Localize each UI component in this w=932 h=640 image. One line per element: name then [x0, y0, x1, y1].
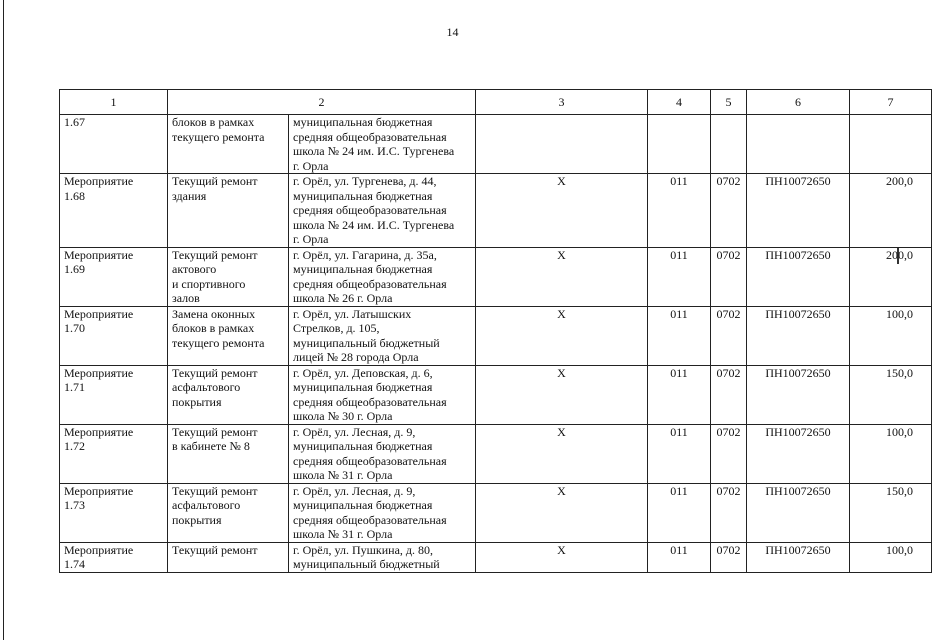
cell-address — [289, 424, 476, 483]
cell-line: 1.71 — [64, 380, 85, 394]
cell-col3: X — [476, 483, 648, 542]
cell-amount: 200,0 — [850, 247, 932, 306]
cell-address — [289, 174, 476, 248]
cell-col5: 0702 — [711, 306, 747, 365]
cell-line: 1.72 — [64, 439, 85, 453]
column-header-6: 6 — [747, 90, 850, 115]
cell-activity — [60, 365, 168, 424]
cell-col3: X — [476, 542, 648, 572]
cell-line: средняя общеобразовательная — [293, 394, 447, 409]
column-header-2: 2 — [168, 90, 476, 115]
cell-line: Текущий ремонт — [172, 247, 258, 262]
cell-col3: X — [476, 174, 648, 248]
cell-line: Текущий ремонт — [172, 483, 258, 498]
cell-col4 — [648, 115, 711, 174]
cell-line: текущего ремонта — [172, 129, 265, 144]
cell-col6 — [747, 115, 850, 174]
column-header-4: 4 — [648, 90, 711, 115]
cell-line: г. Орла — [293, 158, 329, 173]
cell-col5: 0702 — [711, 542, 747, 572]
column-header-7: 7 — [850, 90, 932, 115]
table-row — [60, 247, 932, 306]
cell-col6: ПН10072650 — [747, 174, 850, 248]
cell-description — [168, 483, 289, 542]
cell-col3: X — [476, 365, 648, 424]
cell-col5: 0702 — [711, 365, 747, 424]
cell-activity — [60, 483, 168, 542]
table-row — [60, 424, 932, 483]
cell-line: Мероприятие — [64, 306, 134, 321]
cell-description — [168, 365, 289, 424]
cell-line: блоков в рамках — [172, 115, 255, 129]
cell-line: 1.69 — [64, 262, 85, 276]
table-row — [60, 306, 932, 365]
cell-line: Мероприятие — [64, 365, 134, 380]
cell-line: Мероприятие — [64, 424, 134, 439]
cell-line: г. Орёл, ул. Гагарина, д. 35а, — [293, 247, 437, 262]
cell-line: г. Орёл, ул. Деповская, д. 6, — [293, 365, 433, 380]
cell-line: Текущий ремонт — [172, 365, 258, 380]
table-row — [60, 365, 932, 424]
cell-line: залов — [172, 291, 200, 305]
cell-activity — [60, 115, 168, 174]
cell-line: текущего ремонта — [172, 335, 265, 350]
cell-col4: 011 — [648, 306, 711, 365]
cell-col6: ПН10072650 — [747, 306, 850, 365]
cell-line: 1.68 — [64, 188, 85, 203]
budget-table — [59, 89, 932, 573]
cell-col5: 0702 — [711, 424, 747, 483]
cell-line: Замена оконных — [172, 306, 256, 321]
cell-line: муниципальная бюджетная — [293, 498, 433, 512]
cell-line: здания — [172, 188, 207, 203]
page-left-edge — [3, 0, 4, 640]
table-row — [60, 483, 932, 542]
cell-line: средняя общеобразовательная — [293, 203, 447, 217]
cell-activity — [60, 542, 168, 572]
cell-col3: X — [476, 306, 648, 365]
cell-line: и спортивного — [172, 276, 246, 291]
cell-col3 — [476, 115, 648, 174]
table-row — [60, 174, 932, 248]
cell-amount: 150,0 — [850, 483, 932, 542]
cell-line: муниципальный бюджетный — [293, 557, 440, 571]
cell-activity — [60, 424, 168, 483]
cell-col5: 0702 — [711, 483, 747, 542]
cell-col6: ПН10072650 — [747, 365, 850, 424]
cell-activity — [60, 306, 168, 365]
cell-col6: ПН10072650 — [747, 542, 850, 572]
cell-line: школа № 26 г. Орла — [293, 291, 393, 305]
cell-col4: 011 — [648, 365, 711, 424]
cell-line: актового — [172, 262, 217, 276]
cell-description — [168, 247, 289, 306]
cell-col4: 011 — [648, 542, 711, 572]
cell-line: школа № 24 им. И.С. Тургенева — [293, 144, 455, 158]
cell-line: асфальтового — [172, 380, 241, 394]
cell-line: г. Орёл, ул. Тургенева, д. 44, — [293, 174, 437, 188]
column-header-5: 5 — [711, 90, 747, 115]
cell-line: муниципальный бюджетный — [293, 335, 440, 350]
column-header-1: 1 — [60, 90, 168, 115]
cell-col4: 011 — [648, 424, 711, 483]
cell-col6: ПН10072650 — [747, 483, 850, 542]
cell-line: муниципальная бюджетная — [293, 439, 433, 453]
cell-line: средняя общеобразовательная — [293, 453, 447, 468]
cell-address — [289, 115, 476, 174]
cell-amount: 100,0 — [850, 424, 932, 483]
cell-description — [168, 306, 289, 365]
cell-address — [289, 247, 476, 306]
cell-line: Текущий ремонт — [172, 174, 258, 188]
cell-description — [168, 174, 289, 248]
cell-line: покрытия — [172, 512, 222, 527]
cell-activity — [60, 174, 168, 248]
cell-line: Текущий ремонт — [172, 542, 258, 557]
cell-line: школа № 30 г. Орла — [293, 409, 393, 423]
cell-line: 1.73 — [64, 498, 85, 512]
table-row — [60, 115, 932, 174]
cell-line: Стрелков, д. 105, — [293, 321, 380, 335]
cell-line: Мероприятие — [64, 483, 134, 498]
cell-line: Мероприятие — [64, 247, 134, 262]
cell-col3: X — [476, 424, 648, 483]
cell-col3: X — [476, 247, 648, 306]
cell-line: средняя общеобразовательная — [293, 129, 447, 144]
cell-line: покрытия — [172, 394, 222, 409]
table-row — [60, 542, 932, 572]
cell-line: 1.70 — [64, 321, 85, 335]
cell-description — [168, 542, 289, 572]
cell-amount: 150,0 — [850, 365, 932, 424]
cell-col5: 0702 — [711, 174, 747, 248]
cell-line: г. Орла — [293, 232, 329, 246]
cell-line: Мероприятие — [64, 174, 134, 188]
cell-line: г. Орёл, ул. Пушкина, д. 80, — [293, 542, 434, 557]
cell-address — [289, 483, 476, 542]
cell-line: муниципальная бюджетная — [293, 115, 433, 129]
cell-line: Текущий ремонт — [172, 424, 258, 439]
cell-line: г. Орёл, ул. Латышских — [293, 306, 412, 321]
page-number: 14 — [446, 25, 459, 39]
cell-col4: 011 — [648, 174, 711, 248]
cell-col4: 011 — [648, 247, 711, 306]
cell-line: 1.74 — [64, 557, 85, 571]
cell-col5 — [711, 115, 747, 174]
table-header-row — [60, 90, 932, 115]
cell-col6: ПН10072650 — [747, 424, 850, 483]
cell-line: школа № 31 г. Орла — [293, 527, 393, 541]
cell-line: средняя общеобразовательная — [293, 276, 447, 291]
cell-line: муниципальная бюджетная — [293, 380, 433, 394]
cell-line: школа № 24 им. И.С. Тургенева — [293, 217, 455, 232]
cell-line: г. Орёл, ул. Лесная, д. 9, — [293, 424, 416, 439]
cell-line: муниципальная бюджетная — [293, 262, 433, 276]
cell-line: средняя общеобразовательная — [293, 512, 447, 527]
cell-col5: 0702 — [711, 247, 747, 306]
cell-col6: ПН10072650 — [747, 247, 850, 306]
cell-line: Мероприятие — [64, 542, 134, 557]
cell-line: в кабинете № 8 — [172, 439, 250, 453]
cell-activity — [60, 247, 168, 306]
cell-address — [289, 542, 476, 572]
column-header-3: 3 — [476, 90, 648, 115]
cell-line: школа № 31 г. Орла — [293, 468, 393, 482]
cell-line: блоков в рамках — [172, 321, 255, 335]
cell-line: 1.67 — [64, 115, 85, 129]
cell-amount: 100,0 — [850, 542, 932, 572]
cell-address — [289, 365, 476, 424]
cell-amount — [850, 115, 932, 174]
cell-line: лицей № 28 города Орла — [293, 350, 419, 364]
cell-line: муниципальная бюджетная — [293, 188, 433, 203]
cell-description — [168, 424, 289, 483]
cell-address — [289, 306, 476, 365]
cell-line: г. Орёл, ул. Лесная, д. 9, — [293, 483, 416, 498]
cell-col4: 011 — [648, 483, 711, 542]
cell-amount: 200,0 — [850, 174, 932, 248]
cell-description — [168, 115, 289, 174]
cell-line: асфальтового — [172, 498, 241, 512]
cell-amount: 100,0 — [850, 306, 932, 365]
